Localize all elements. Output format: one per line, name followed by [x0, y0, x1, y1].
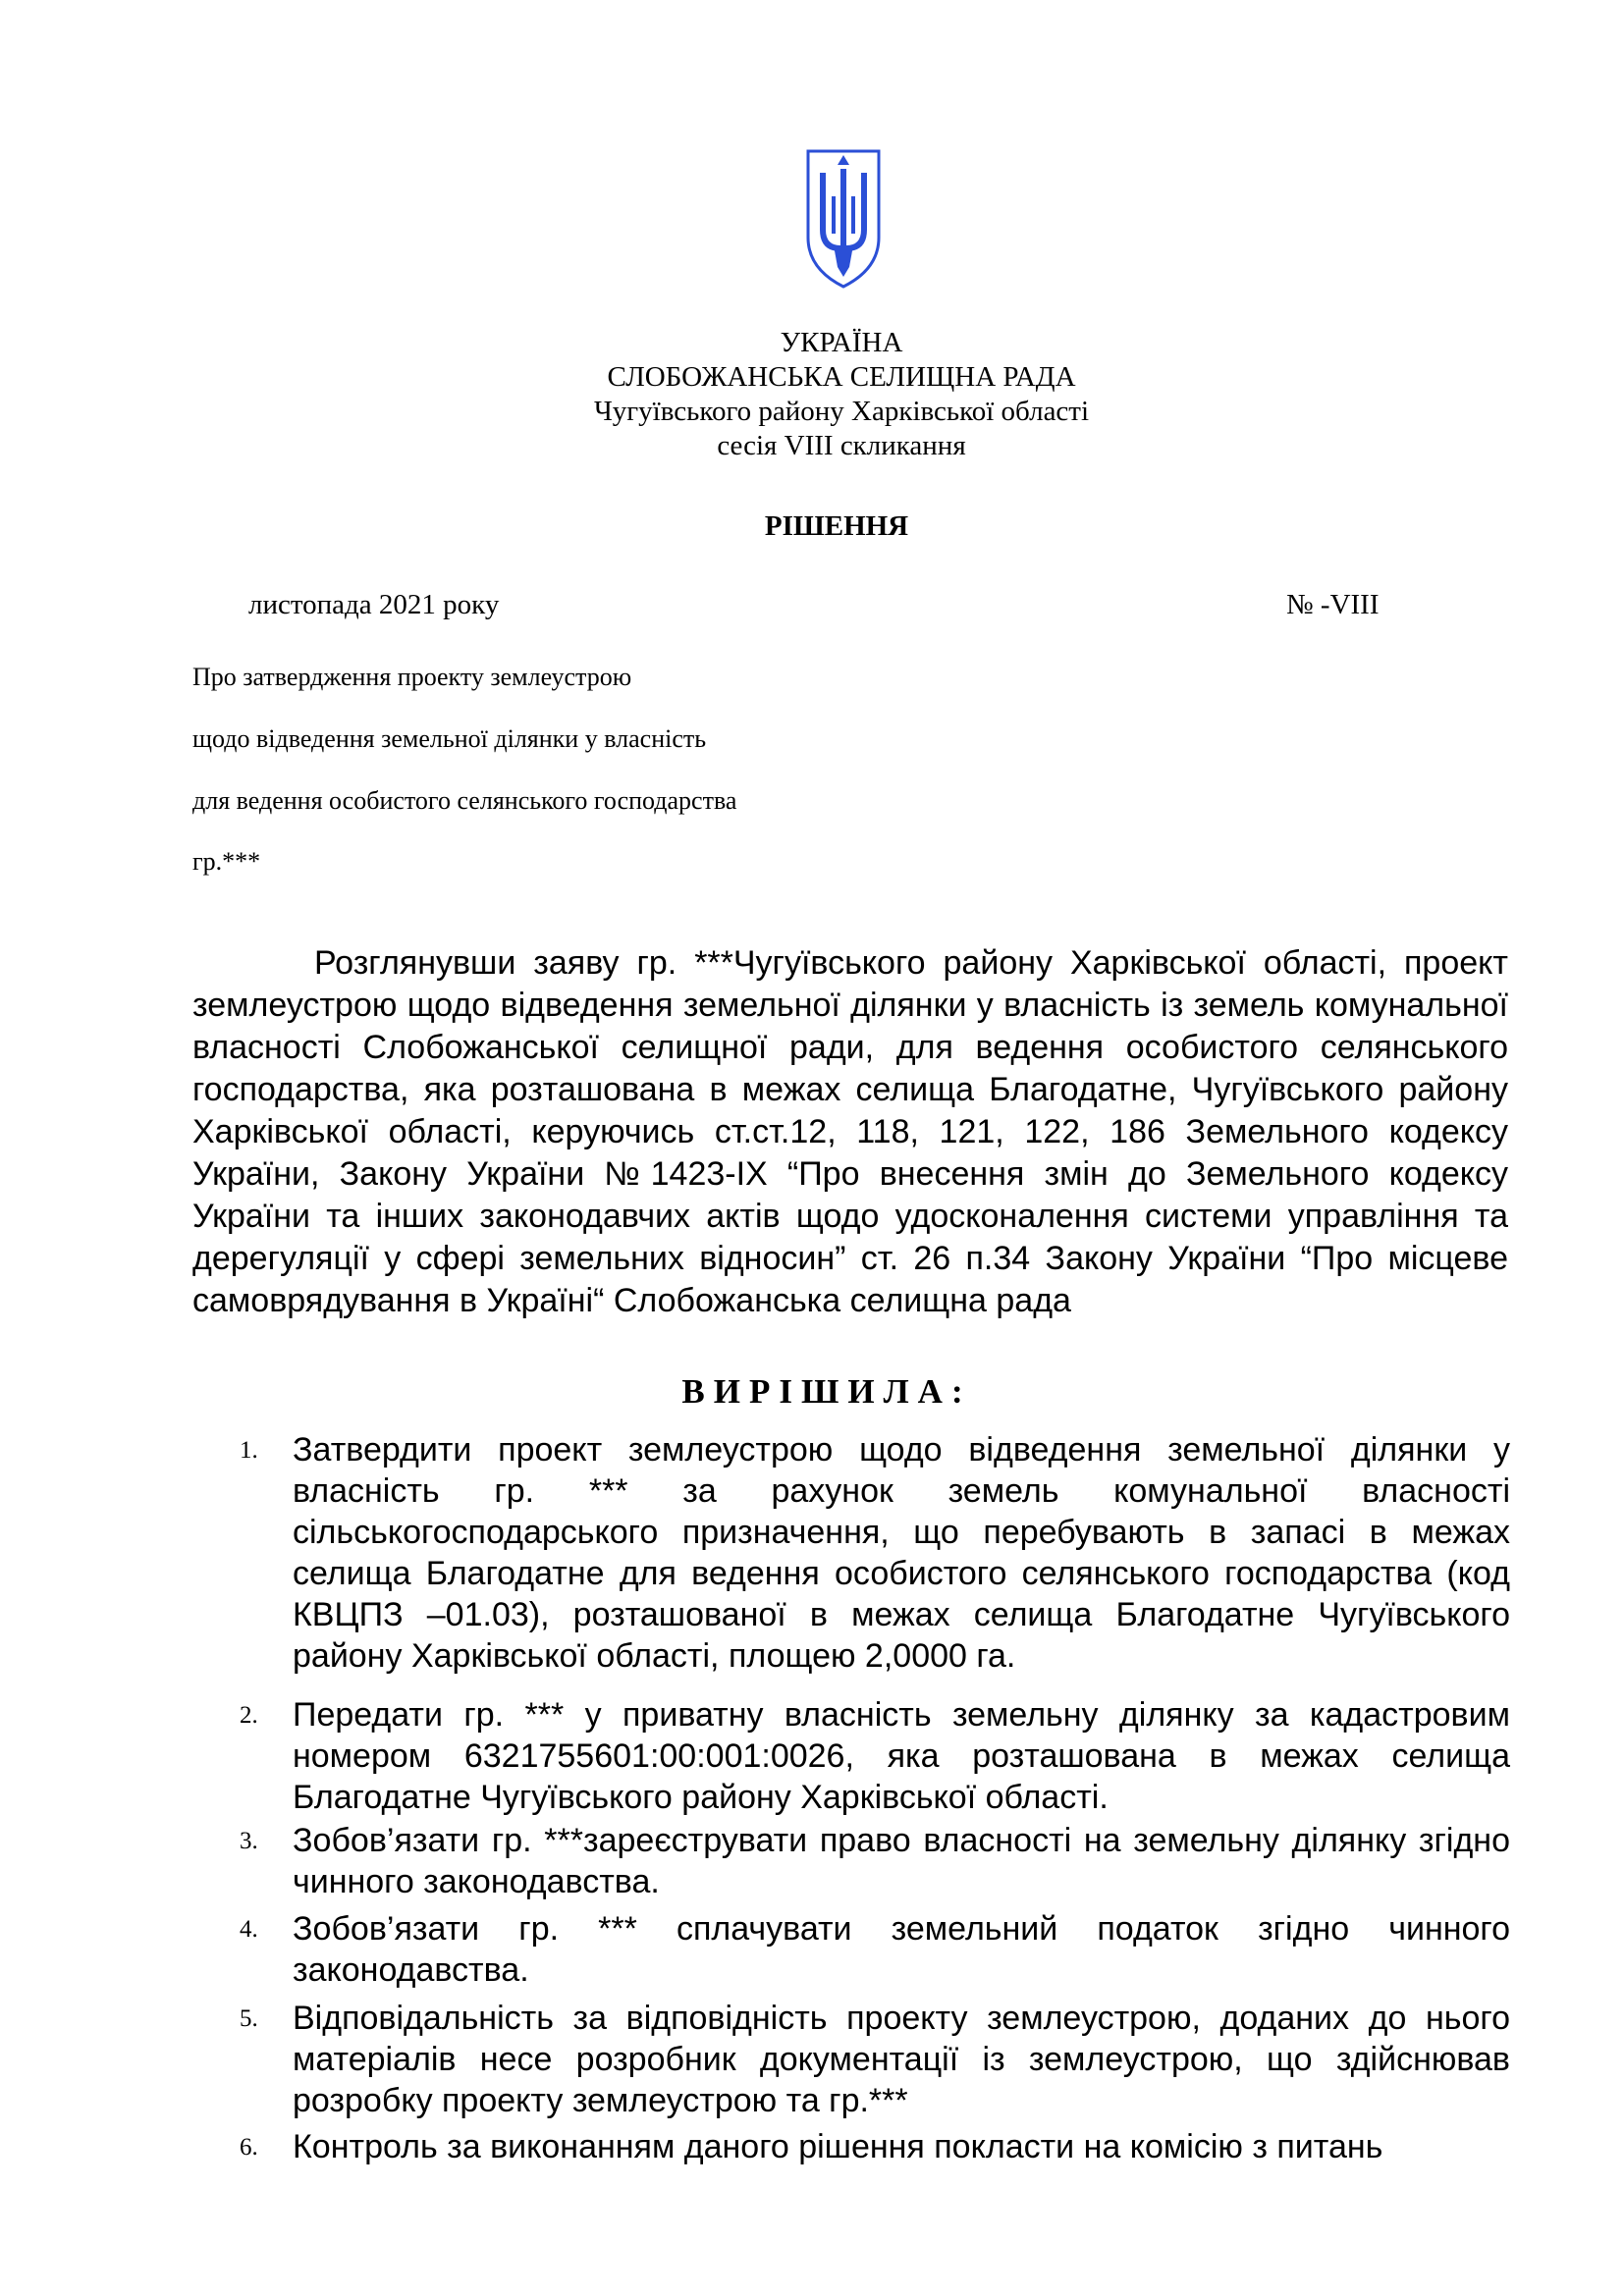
- item-text: Відповідальність за відповідність проекту землеустрою, доданих до нього матеріалів несе розробник документації із землеустрою, що здійснював розробку проекту землеустрою та гр.***: [293, 2000, 1510, 2119]
- document-date: листопада 2021 року: [248, 589, 500, 620]
- item-number: 4.: [240, 1916, 258, 1943]
- subject-line: щодо відведення земельної ділянки у власність: [192, 724, 707, 753]
- preamble-paragraph: Розглянувши заяву гр. ***Чугуївського району Харківської області, проект землеустрою щодо відведення земельної ділянки у власність із земель комунальної власності Слобожанської селищної ради, для ведення особистого селянського господарства, яка розташована в межах селища Благодатне, Чугуївського району Харківської області, керуючись ст.ст.12, 118, 121, 122, 186 Земельного кодексу України, Закону України №1423-IX “Про внесення змін до Земельного кодексу України та інших законодавчих актів щодо удосконалення системи управління та дерегуляції у сфері земельних відносин” ст. 26 п.34 Закону України “Про місцеве самоврядування в Україні“ Слобожанська селищна рада: [192, 944, 1508, 1319]
- country-name: УКРАЇНА: [780, 327, 903, 358]
- item-number: 3.: [240, 1828, 258, 1854]
- item-text: Зобов’язати гр. *** сплачувати земельний податок згідно чинного законодавства.: [293, 1910, 1510, 1989]
- subject-line: Про затвердження проекту землеустрою: [192, 663, 632, 691]
- council-name: СЛОБОЖАНСЬКА СЕЛИЩНА РАДА: [607, 361, 1076, 393]
- subject-line: для ведення особистого селянського господарства: [192, 786, 737, 815]
- document-title: РІШЕННЯ: [764, 510, 909, 542]
- item-text: Контроль за виконанням даного рішення покласти на комісію з питань: [293, 2128, 1383, 2165]
- item-number: 5.: [240, 2005, 258, 2032]
- item-number: 6.: [240, 2134, 258, 2161]
- item-text: Зобов’язати гр. ***зареєструвати право власності на земельну ділянку згідно чинного законодавства.: [293, 1822, 1510, 1900]
- item-number: 2.: [240, 1702, 258, 1729]
- item-number: 1.: [240, 1437, 258, 1464]
- subject-line: гр.***: [192, 847, 261, 876]
- trident-coat-of-arms-icon: [804, 147, 883, 291]
- session-name: сесія VIII скликання: [717, 430, 966, 461]
- item-text: Передати гр. *** у приватну власність земельну ділянку за кадастровим номером 6321755601:00:001:0026, яка розташована в межах селища Благодатне Чугуївського району Харківської області.: [293, 1696, 1510, 1816]
- district-name: Чугуївського району Харківської області: [593, 396, 1090, 427]
- decision-heading: ВИРІШИЛА:: [681, 1372, 972, 1411]
- council-header: [0, 326, 1624, 463]
- item-text: Затвердити проект землеустрою щодо відведення земельної ділянки у власність гр. *** за рахунок земель комунальної власності сільськогосподарського призначення, що перебувають в запасі в межах селища Благодатне для ведення особистого селянського господарства (код КВЦПЗ –01.03), розташованої в межах селища Благодатне Чугуївського району Харківської області, площею 2,0000 га.: [293, 1431, 1510, 1675]
- document-number: № -VIII: [1286, 589, 1380, 620]
